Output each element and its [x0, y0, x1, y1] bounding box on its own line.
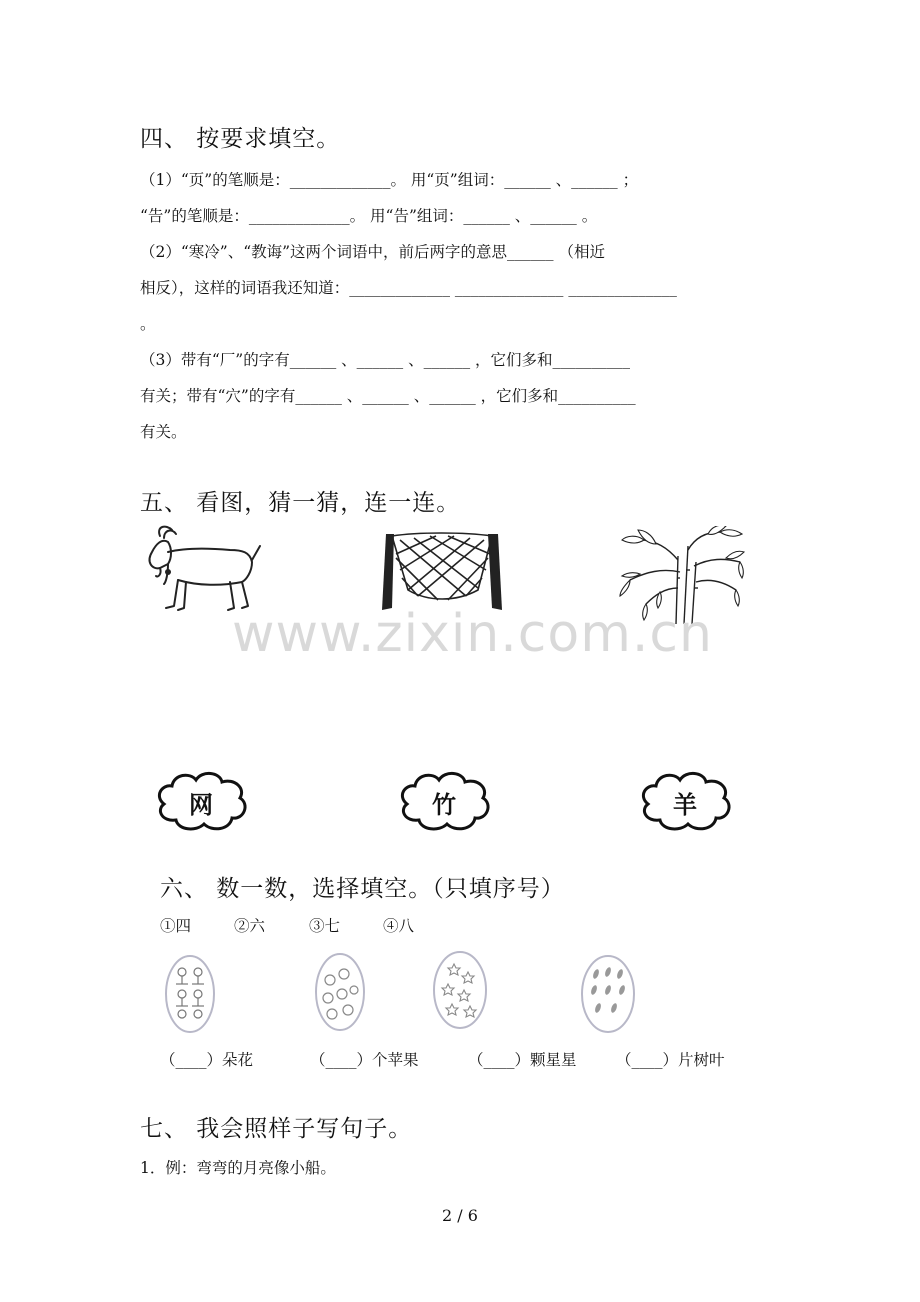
section7-example: 1．例：弯弯的月亮像小船。 [140, 1159, 336, 1177]
leaves-picture [580, 954, 636, 1034]
section4-line-3a: （3）带有“厂”的字有______ 、______ 、______ ，它们多和__________ [140, 351, 630, 369]
cloud-char: 竹 [432, 791, 456, 819]
goat-picture [138, 522, 264, 616]
section4-line-2b: 相反），这样的词语我还知道：_____________ ______________ ______________ [140, 279, 677, 297]
section7-title: 七、 我会照样子写句子。 [140, 1116, 413, 1142]
section6-title: 六、 数一数，选择填空。（只填序号） [160, 876, 565, 902]
cloud-word-zhu[interactable] [395, 768, 493, 834]
page-number: 2 / 6 [442, 1206, 478, 1225]
option-2: ②六 [234, 917, 266, 935]
watermark: www.zixin.com.cn [232, 604, 713, 664]
blank-leaves[interactable]: （____）片树叶 [616, 1051, 725, 1069]
option-1: ①四 [160, 917, 192, 935]
section4-line-2c: 。 [140, 315, 156, 333]
flowers-picture [164, 954, 216, 1034]
section4-title: 四、 按要求填空。 [140, 126, 341, 152]
section4-line-2a: （2）“寒冷”、“教诲”这两个词语中，前后两字的意思______ （相近 [140, 243, 605, 261]
cloud-word-wang[interactable] [152, 768, 250, 834]
section5-title: 五、 看图，猜一猜，连一连。 [140, 490, 461, 516]
blank-stars[interactable]: （____）颗星星 [468, 1051, 577, 1069]
option-3: ③七 [309, 917, 341, 935]
cloud-word-yang[interactable] [636, 768, 734, 834]
blank-flowers[interactable]: （____）朵花 [160, 1051, 254, 1069]
cloud-char: 羊 [673, 791, 697, 819]
blank-apples[interactable]: （____）个苹果 [310, 1051, 419, 1069]
stars-picture [432, 950, 488, 1030]
section4-line-1a: （1）“页”的笔顺是：_____________。 用“页”组词：______ 、______ ； [140, 171, 639, 189]
cloud-char: 网 [189, 791, 213, 819]
section4-line-3c: 有关。 [140, 423, 187, 441]
section4-line-3b: 有关；带有“穴”的字有______ 、______ 、______ ，它们多和__________ [140, 387, 636, 405]
option-4: ④八 [383, 917, 415, 935]
apples-picture [314, 952, 366, 1032]
section4-line-1b: “告”的笔顺是：_____________。 用“告”组词：______ 、______ 。 [140, 207, 598, 225]
